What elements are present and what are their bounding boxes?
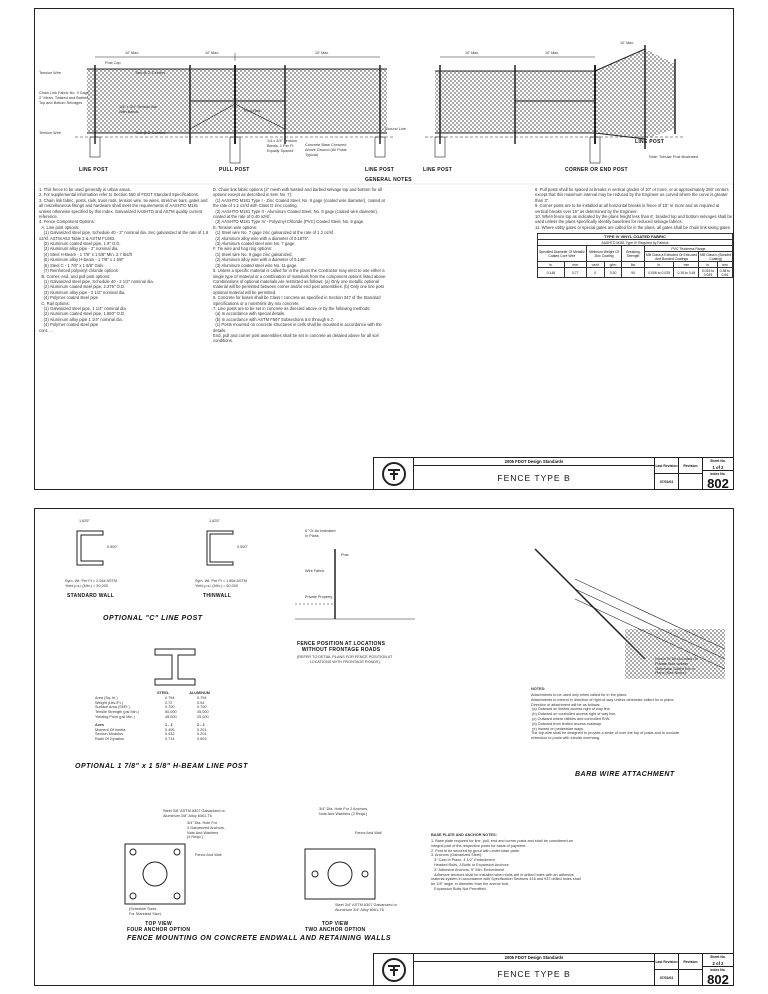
index-label: Index No. bbox=[710, 968, 726, 972]
thin-wall-props: Sym. Wt. Per Ft = 1.85# ASTM Yield p.s.i (Min.) = 50,000 bbox=[195, 579, 248, 588]
h-prop-alum: 35,000 bbox=[197, 710, 209, 715]
revision-label: Revision bbox=[679, 458, 702, 474]
h-beam-props bbox=[95, 691, 210, 742]
vinyl-h4: PVC Thickness Range bbox=[644, 246, 732, 252]
last-revision-date: 07/01/04 bbox=[659, 975, 674, 980]
callout-ties-low: Ties @ 2' Centers bbox=[135, 131, 166, 135]
fence-position-title: FENCE POSITION AT LOCATIONS WITHOUT FRONTAGE ROADS bbox=[297, 641, 386, 653]
callout-anchor2: 3/4" Dia. Hole For 3 Galvanized Anchors, Nuts And Washers (4 Reqd.) bbox=[187, 821, 225, 840]
h-prop-steel: 50,000 bbox=[165, 710, 177, 715]
optional-h-title: OPTIONAL 1 7/8" x 1 5/8" H-BEAM LINE POST bbox=[75, 763, 248, 770]
dim-2: 10' Max. bbox=[205, 51, 220, 55]
design-standards-label: 2005 FDOT Design Standards bbox=[414, 458, 654, 466]
base-plate-notes: 1. Base plate required for line, pull, end and corner posts and shall be considered an integral part of the respective posts for basis of payment. 2. Post to be secured by grout with under base plate. 3. Anchors (Galvanized Steel): 3" Cast In Place, 4 1/2" Embedment Headed Bolts, J-Bolts or Expansion Anchors 3" Adhesive Anchors, 5" Min. Embedment Adhesive anchors shall be installed when bolts are in drilled holes with an adhesive material system in accordance with Specification Sections 416 and 937 drilled holes shall be 1/8" larger in diameter than the anchor bolt. Expansion Bolts Not Permitted. bbox=[431, 839, 581, 891]
revision-label: Revision bbox=[679, 954, 702, 970]
h-prop-label: Tensile Strength (psi Min.) bbox=[95, 710, 139, 715]
right-elevation bbox=[425, 45, 685, 163]
standard-wall-label: STANDARD WALL bbox=[67, 593, 115, 599]
h-prop-alum: 0.794 bbox=[197, 695, 207, 700]
c-dim-2: 0.500" bbox=[107, 545, 118, 549]
callout-concrete: Concrete Base Crowned Above Ground (All Posts Typical) bbox=[305, 143, 347, 157]
title-block-1 bbox=[373, 457, 733, 489]
vinyl-cell: 0.15 to 0.64 bbox=[674, 268, 699, 278]
sheet-label: Sheet No. bbox=[710, 955, 726, 959]
h-prop-label: Area (Sq. In.) bbox=[95, 695, 118, 700]
h-axes-label: Moment Of Inertia bbox=[95, 727, 126, 732]
callout-wire-fabric: Wire Fabric bbox=[305, 569, 325, 573]
vinyl-fabric-table bbox=[537, 233, 733, 278]
drawing-title: FENCE TYPE B bbox=[497, 472, 571, 483]
h-axes-label: Radii Of Gyration bbox=[95, 737, 125, 742]
h-axes-val: 0.405 bbox=[165, 727, 175, 732]
fdot-logo-icon bbox=[374, 954, 414, 985]
h-prop-label: Surface Area (Sf/Ft.) bbox=[95, 705, 130, 710]
callout-anchor1: Steel 3/8" ASTM A307 Galvanized or Aluminum 3/8" Alloy 6061-T6 bbox=[163, 809, 225, 818]
vinyl-unit: oz/sf bbox=[586, 262, 604, 268]
line-post-right2-label: LINE POST bbox=[635, 139, 665, 145]
sheet-number: 1 of 2 bbox=[703, 464, 733, 471]
top-view-4-label: TOP VIEW FOUR ANCHOR OPTION bbox=[127, 921, 191, 933]
vinyl-h2: Minimum Weight Of Zinc Coating bbox=[586, 246, 622, 262]
h-beam-section bbox=[155, 649, 195, 685]
sheet-1 bbox=[34, 8, 734, 490]
h-axes-head: 2 - 2 bbox=[197, 722, 205, 727]
callout-note: Note: Tubular Post Illustrated bbox=[649, 155, 698, 159]
callout-truss-rod: Truss Rod bbox=[243, 109, 261, 113]
design-standards-label: 2005 FDOT Design Standards bbox=[414, 954, 654, 962]
h-axes-val: 0.714 bbox=[165, 737, 175, 742]
callout-fence-wall-2: Fence And Wall bbox=[355, 831, 382, 835]
h-axes-head: Axes bbox=[95, 722, 105, 727]
index-number: 802 bbox=[707, 476, 729, 491]
vinyl-cell: 0.015 to 0.025 bbox=[699, 268, 717, 278]
top-view-2-label: TOP VIEW TWO ANCHOR OPTION bbox=[305, 921, 366, 933]
sheet-2 bbox=[34, 508, 734, 986]
vinyl-unit: in. bbox=[699, 262, 717, 268]
callout-tension-bar: 1/4" x 3/4" Tension Bar With Bands bbox=[119, 105, 158, 114]
index-number: 802 bbox=[707, 972, 729, 987]
vinyl-h3: Breaking Strength bbox=[622, 246, 645, 262]
c-dim-3: 1.625" bbox=[209, 519, 220, 523]
vinyl-unit: mm bbox=[674, 262, 699, 268]
last-revision-label: Last Revision bbox=[655, 954, 678, 970]
h-prop-steel: 2.72 bbox=[165, 700, 173, 705]
line-post-right-label: LINE POST bbox=[423, 167, 453, 173]
dim-4: 10' Max. bbox=[465, 51, 480, 55]
corner-post-label: CORNER OR END POST bbox=[565, 167, 628, 173]
base-plate-notes-title: BASE PLATE AND ANCHOR NOTES: bbox=[431, 833, 497, 837]
mounting-title: FENCE MOUNTING ON CONCRETE ENDWALL AND RETAINING WALLS bbox=[127, 935, 392, 942]
h-prop-steel: 0.700 bbox=[165, 705, 175, 710]
dim-6: 10' Max. bbox=[620, 41, 635, 45]
callout-ties: Ties @ 2' Centers bbox=[135, 71, 166, 75]
vinyl-h4a: Mill Class a Extruded Or Extruded And Bonded Coatings bbox=[646, 252, 698, 261]
general-notes-col3: 8. Pull posts shall be spaced at breaks in vertical grades of 10" or more, or at approximately 250' centers except that this maximum interval may be reduced by the Engineer as curved where the curve is greater than 3". 9. Corner posts are to be installed at all horizontal breaks in fence of 15" or more and as required at vertical breaks over 15" as determined by the Engineer. 10. When fence top as indicated by the plans height less than 6', braided top and bottom selvages shall be used unless the plans specifically identify baselines for reduced selvage fabrics. 11. Where utility gates or special gates are called for in the plans, all gates shall be chain link swing gates bbox=[535, 187, 733, 230]
vinyl-unit: in. bbox=[644, 262, 674, 268]
schedule-note: (Schedule Sizes For Standard Size) bbox=[129, 907, 161, 916]
barb-notes: Attachments to be used only when called for in the plans. Attachments to extend in direction of right-of-way unless otherwise called for in plans. Direction of attachment will be as follows: (a) Outward on limited access right of way line. (b) Outward on controlled access right of way line. (c) Outward where utilities and controlled R/W. (d) Outward from limited access roadway. (e) Inward on pedestrian ways. The top-wire shall be designed to provide a strike of over the top of posts and to exclude extension to posts with tubular overhang. bbox=[531, 693, 680, 741]
callout-chain-link: Chain Link Fabric No. 9 Gage, 2" Mesh, Twisted and Barbed Top and Bottom Selvages bbox=[39, 91, 91, 105]
h-prop-alum: 25,000 bbox=[197, 714, 209, 719]
callout-tension-wire-low: Tension Wire bbox=[39, 131, 61, 135]
vinyl-unit: lbs bbox=[622, 262, 645, 268]
general-notes-col1: 1. This fence to be used generally in urban areas. 2. For supplemental information refer to Section 550 of FDOT Standard Specifications. 3. Chain link fabric, posts, rails, truss rods, tension wire, tie wires, stretcher bars, gates and all miscellaneous fittings and hardware shall meet the requirements of AASHTO M181 unless otherwise specified by this Index. Galvanized AASHTO and ASTM quality current reference. 4. Fence Component Options: A. Line post options: (1) Galvanized steel pipe, Schedule 40 - 2" nominal dia. zinc galvanized at the rate of 1.8 oz/sf. ASTM A53 Table 2 & ASTM F1083. (2) Aluminum coated steel pipe, 1.9" O.D. (3) Aluminum alloy pipe - 2" nominal dia. (4) Steel H-Beam - 1 7/8" x 1 5/8" Min. 2.7 lbs/ft (5) Aluminum alloy H-beam - 1 7/8" x 1 5/8" (6) Steel C - 1 7/8" x 1 5/8" Galv. (7) Reinforced polyvinyl chloride options B. Corner, end, and pull post options: (1) Galvanized steel pipe, Schedule 40 - 2 1/2" nominal dia. (2) Aluminum coated steel pipe, 2.375" O.D. (3) Aluminum alloy pipe - 2 1/2" nominal dia. (4) Polymer coated steel pipe C. Rail options: (1) Galvanized steel pipe, 1 1/4" nominal dia. (2) Aluminum coated steel pipe, 1.660" O.D. (3) Aluminum alloy pipe 1 1/4" nominal dia. (4) Polymer coated steel pipe cont. ... bbox=[39, 187, 209, 333]
callout-post-cap: Post Cap bbox=[105, 61, 121, 65]
h-axes-val: 0.201 bbox=[197, 732, 207, 737]
vinyl-h1: Specified Diameter Of Metallic Coated Core Wire bbox=[538, 246, 587, 262]
h-axes-val: 0.503 bbox=[197, 737, 207, 742]
callout-anchor4: 3/4" Dia. Hole For 2 Anchors, Nuts And Washers (2 Reqd.) bbox=[319, 807, 369, 816]
fence-position-sub: (REFER TO DETAIL PLANS FOR FENCE POSITION AT LOCATIONS WITH FRONTAGE ROADS) bbox=[297, 655, 393, 664]
last-revision-label: Last Revision bbox=[655, 458, 678, 474]
revision-blank bbox=[679, 474, 702, 489]
h-axes-val: 0.432 bbox=[165, 732, 175, 737]
dim-5: 10' Max. bbox=[545, 51, 560, 55]
h-prop-steel: 0.794 bbox=[165, 695, 175, 700]
optional-c-title: OPTIONAL "C" LINE POST bbox=[103, 615, 203, 622]
line-post-mid-label: LINE POST bbox=[365, 167, 395, 173]
h-prop-steel: 45,000 bbox=[165, 714, 177, 719]
vinyl-cell: 0.148 bbox=[538, 268, 565, 278]
fdot-logo-icon bbox=[374, 458, 414, 489]
vinyl-unit: mm bbox=[564, 262, 586, 268]
vinyl-cell: 0 bbox=[586, 268, 604, 278]
vinyl-cell: 0.006 to 0.025 bbox=[644, 268, 674, 278]
callout-bands: 1/4 x 3/4" Tension Bands, 1 Per Ft Equally Spaced bbox=[267, 139, 297, 153]
vinyl-cell: 0.38 to 0.64 bbox=[717, 268, 732, 278]
callout-fence-wall-1: Fence And Wall bbox=[195, 853, 222, 857]
callout-prop-line: 6" Or As Indicated In Plans bbox=[305, 529, 336, 538]
sheet-number: 2 of 2 bbox=[703, 960, 733, 967]
std-wall-props: Sym. Wt. Per Ft = 2.04# ASTM Yield p.s.i (Min.) = 50,000 bbox=[65, 579, 118, 588]
general-notes-heading: GENERAL NOTES bbox=[365, 177, 412, 183]
c-dim-1: 1.625" bbox=[79, 519, 90, 523]
callout-tension-wire: Tension Wire bbox=[39, 71, 61, 75]
h-axes-label: Section Modulus bbox=[95, 732, 124, 737]
h-prop-label: Weight (Lbs./Ft.) bbox=[95, 700, 123, 705]
sheet-label: Sheet No. bbox=[710, 459, 726, 463]
last-revision-date: 07/01/04 bbox=[659, 479, 674, 484]
line-post-left-label: LINE POST bbox=[79, 167, 109, 173]
barb-notes-title: NOTES: bbox=[531, 687, 546, 691]
vinyl-unit: g/m² bbox=[604, 262, 621, 268]
title-block-2 bbox=[373, 953, 733, 985]
vinyl-table-caption: TYPE IV VINYL COATED FABRIC bbox=[538, 234, 733, 240]
h-axes-head: 1 - 1 bbox=[165, 722, 173, 727]
callout-post: Post bbox=[341, 553, 349, 557]
vinyl-cell: 0.30 bbox=[604, 268, 621, 278]
vinyl-unit: mm bbox=[717, 262, 732, 268]
h-prop-alum: 0.700 bbox=[197, 705, 207, 710]
dim-3: 10' Max. bbox=[315, 51, 330, 55]
revision-blank bbox=[679, 970, 702, 985]
vinyl-cell: 3.77 bbox=[564, 268, 586, 278]
barb-wire-title: BARB WIRE ATTACHMENT bbox=[575, 771, 675, 778]
h-axes-val: 0.201 bbox=[197, 727, 207, 732]
pull-post-label: PULL POST bbox=[219, 167, 250, 173]
callout-ground-line: Ground Line bbox=[385, 127, 406, 131]
h-prop-alum: 0.94 bbox=[197, 700, 205, 705]
h-alum-head: ALUMINUM bbox=[189, 691, 210, 695]
callout-anchor3: Steel 3/4" ASTM A307 Galvanized or Aluminum 3/4" Alloy 6061-T6 bbox=[335, 903, 397, 912]
dim-1: 10' Max. bbox=[125, 51, 140, 55]
drawing-title: FENCE TYPE B bbox=[497, 968, 571, 979]
c-post-thinwall bbox=[207, 531, 233, 565]
vinyl-cell: 90 bbox=[622, 268, 645, 278]
vinyl-table-sub: AASHTO M181 Type IV Required by Fabrics bbox=[538, 240, 733, 246]
c-post-standard bbox=[77, 531, 103, 565]
c-dim-4: 0.500" bbox=[237, 545, 248, 549]
h-steel-head: STEEL bbox=[157, 691, 170, 695]
vinyl-h4b: Mill Class b (Bonded Coating) bbox=[700, 252, 732, 261]
vinyl-unit: in. bbox=[538, 262, 565, 268]
general-notes-col2: D. Chain link fabric options (2" mesh with twisted and barbed selvage top and bottom for all options except as described in item No. 7): (1) AASHTO M181 Type I - Zinc Coated Steel, No. 9 gage (coated wire diameter), coated at the rate of 1.2 oz/sf with Class D zinc coating. (2) AASHTO M181 Type II - Aluminum Coated Steel, No. 9 gage (coated wire diameter), coated at the rate of 0.40 oz/sf. (3) AASHTO M181 Type IV - Polyvinyl Chloride (PVC) Coated Steel, No. 9 gage. E. Tension wire options: (1) Steel wire No. 7 gage zinc galvanized at the rate of 1.2 oz/sf. (2) Aluminum alloy wire with a diameter of 0.1875". (3) Aluminum coated steel wire No. 7 gage. F. Tie wire and hog ring options: (1) Steel wire No. 9 gage zinc galvanized. (2) Aluminum alloy wire with a diameter of 0.148". (3) Aluminum coated steel wire No. 11 gage. 5. Unless a specific material is called for in the plans the Contractor may elect to use either a single type of material or a combination of materials from the component options listed above. Combinations of optional materials are restricted as follows: (a) Only one metallic optional material will be permitted between corner and/or end post assemblies. (b) Only one line post optional material will be permitted. 6. Concrete for bases shall be Class I concrete as specified in Section 347 of the Standard Specifications or a nonshrink dry mix concrete. 7. Line posts are to be set in concrete as directed above or by the following methods: (a) In accordance with special details. (b) In accordance with ASTM F567 Subsections 5.6 through 5.7. (c) Posts mounted on concrete structures in cells shall be mounted in accordance with the details. End, pull and corner post assemblies shall be set in concrete as detailed above for all soil conditions. bbox=[213, 187, 387, 344]
index-label: Index No. bbox=[710, 472, 726, 476]
thinwall-label: THINWALL bbox=[203, 593, 232, 599]
callout-private: Private Property bbox=[305, 595, 333, 599]
callout-barb-note: Fence To Be Mounted On Private Side Unless Otherwise Called For In Plans (See Notes) bbox=[655, 657, 699, 676]
h-prop-label: Yielding Point (psi Min.) bbox=[95, 714, 135, 719]
